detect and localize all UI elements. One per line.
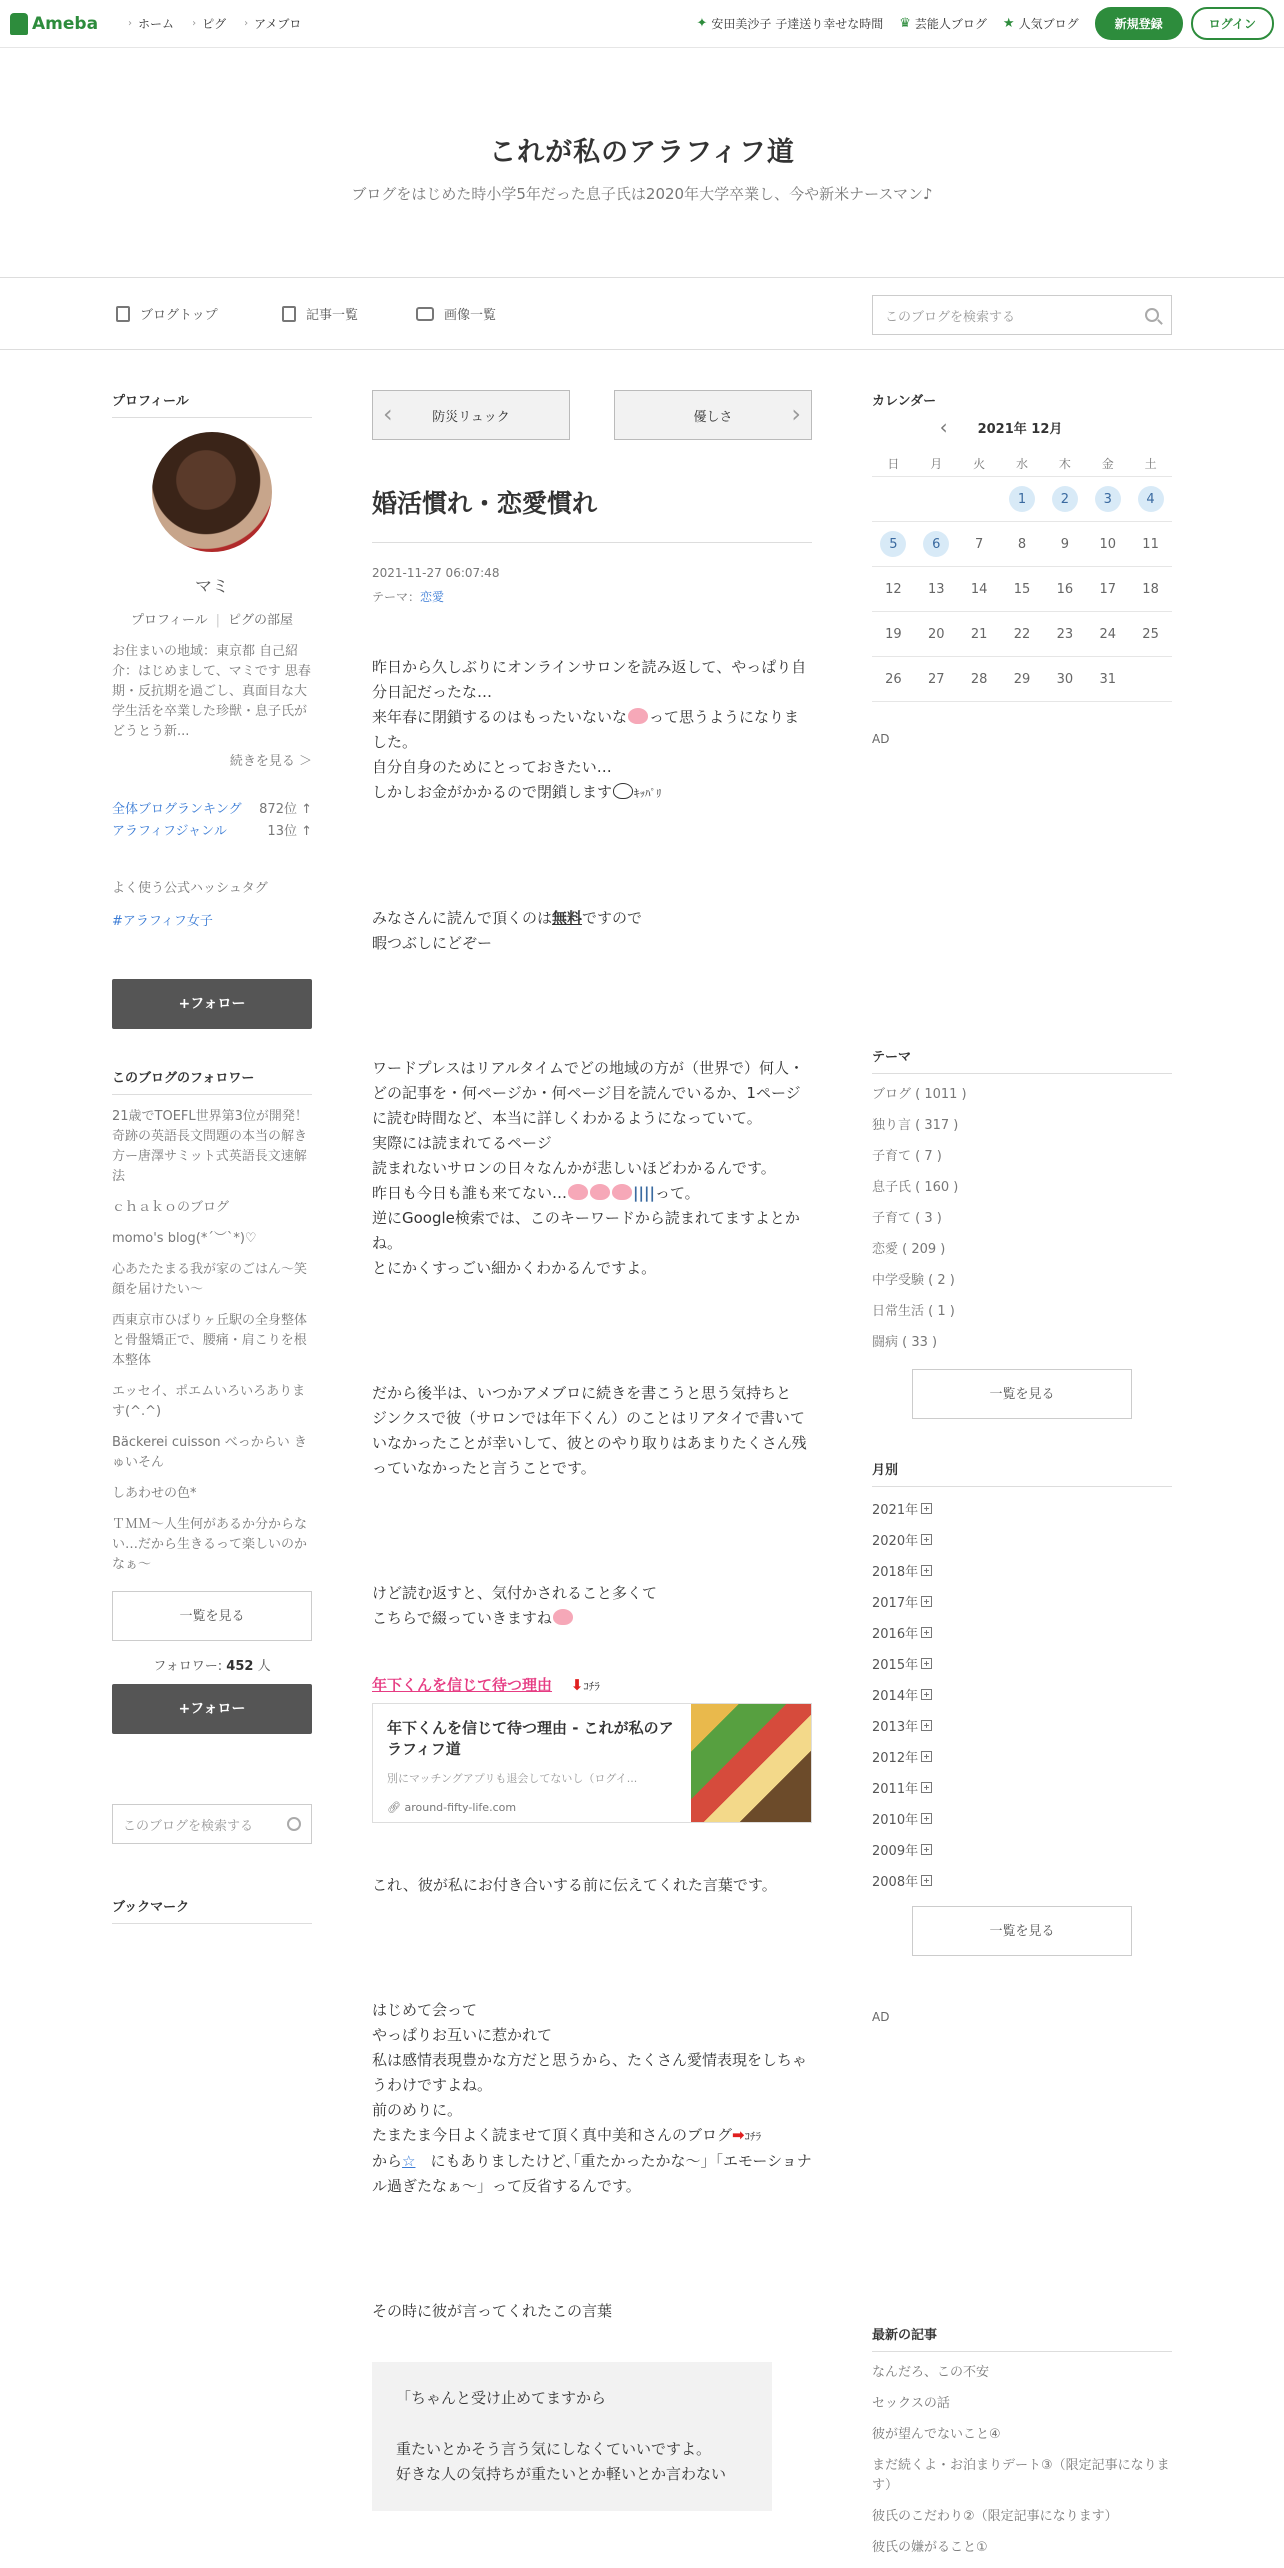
nav-image-list[interactable]: 画像一覧	[416, 304, 496, 323]
blog-description: ブログをはじめた時小学5年だった息子氏は2020年大学卒業し、今や新米ナースマン♪	[351, 185, 933, 203]
sidebar-search-input[interactable]: このブログを検索する	[112, 1804, 312, 1844]
ad-label: AD	[872, 732, 890, 746]
calendar-day: 9	[1043, 522, 1086, 567]
paragraph: だから後半は、いつかアメブロに続きを書こうと思う気持ちと ジンクスで彼（サロンでは年下くん）のことはリアタイで書いていなかったことが幸いして、彼とのやり取りはあまりたくさん残っていなかったと言うことです。	[372, 1384, 807, 1477]
recent-article-item[interactable]: 彼が望んでないこと④	[872, 2427, 1001, 2442]
month-item[interactable]: 2020年	[872, 1529, 1172, 1549]
calendar-empty-cell	[1129, 657, 1172, 702]
paragraph: みなさんに読んで頂くのは無料ですので 暇つぶしにどぞー	[372, 909, 643, 952]
recent-article-item[interactable]: 彼氏のこだわり②（限定記事になります）	[872, 2509, 1118, 2524]
profile-links	[112, 609, 312, 628]
follower-item[interactable]: momo's blog(*´︶`*)♡	[112, 1231, 257, 1246]
divider: |	[215, 613, 221, 628]
arrow-right-icon: ➡	[732, 2126, 745, 2144]
prev-article-button[interactable]: ‹ 防災リュック	[372, 390, 570, 440]
calendar-weekday: 月	[915, 451, 958, 477]
calendar-day: 8	[1001, 522, 1044, 567]
expand-plus-icon[interactable]	[921, 1534, 932, 1545]
chevron-left-icon: ‹	[383, 400, 393, 428]
calendar-day: 25	[1129, 612, 1172, 657]
follower-item[interactable]: 西東京市ひばりヶ丘駅の全身整体と骨盤矯正で、腰痛・肩こりを根本整体	[112, 1313, 308, 1368]
month-item[interactable]: 2011年	[872, 1777, 1172, 1797]
blog-title[interactable]: これが私のアラフィフ道	[489, 137, 795, 168]
calendar-day: 26	[872, 657, 915, 702]
themes-list-button[interactable]: 一覧を見る	[912, 1369, 1132, 1419]
recent-article-item[interactable]: 彼氏の嫌がること①	[872, 2540, 988, 2555]
calendar-day: 31	[1086, 657, 1129, 702]
inline-star-link[interactable]: ☆	[402, 2152, 416, 2170]
follower-item[interactable]: エッセイ、ポエムいろいろあります(^.^)	[112, 1384, 306, 1419]
celebrity-blog-link[interactable]: ♛ 芸能人ブログ	[899, 16, 987, 31]
theme-item[interactable]: 日常生活 ( 1 )	[872, 1304, 955, 1319]
calendar-heading: カレンダー	[872, 394, 937, 409]
profile-link[interactable]: プロフィール	[130, 613, 208, 628]
expand-plus-icon[interactable]	[921, 1875, 932, 1886]
follower-item[interactable]: Bäckerei cuisson べっからい きゅいそん	[112, 1435, 307, 1470]
calendar-day: 15	[1001, 567, 1044, 612]
expand-plus-icon[interactable]	[921, 1813, 932, 1824]
monthly-list-button[interactable]: 一覧を見る	[912, 1906, 1132, 1956]
monthly-list	[872, 1498, 1172, 1890]
month-item[interactable]: 2014年	[872, 1684, 1172, 1704]
recent-heading: 最新の記事	[872, 2324, 1172, 2352]
follower-item[interactable]: ｃｈａｋｏのブログ	[112, 1200, 230, 1215]
calendar-day: 18	[1129, 567, 1172, 612]
expand-plus-icon[interactable]	[921, 1627, 932, 1638]
monthly-heading: 月別	[872, 1459, 1172, 1487]
calendar-day: 17	[1086, 567, 1129, 612]
paragraph: ワードプレスはリアルタイムでどの地域の方が（世界で）何人・どの記事を・何ページか・何ページ目を読んでいるか、1ページに読む時間など、本当に詳しくわかるようになっていて。 実際には読まれてるページ 読まれないサロンの日々なんかが悲しいほどわかるんです。 昨日も今日も誰も来てない… ||||って。 逆にGoogle検索では、このキーワードから読まれてますよとかね。 とにかくすっごい細かくわかるんですよ。	[372, 1059, 805, 1277]
expand-plus-icon[interactable]	[921, 1720, 932, 1731]
profile-heading: プロフィール	[112, 390, 312, 418]
calendar-day[interactable]: 2	[1043, 477, 1086, 522]
genre-ranking-link[interactable]: アラフィフジャンル	[112, 824, 227, 839]
month-item[interactable]: 2013年	[872, 1715, 1172, 1735]
hashtag-heading: よく使う公式ハッシュタグ	[112, 881, 268, 896]
calendar-day: 14	[958, 567, 1001, 612]
theme-item[interactable]: 独り言 ( 317 )	[872, 1118, 959, 1133]
ameba-logo-icon	[10, 13, 28, 35]
theme-item[interactable]: ブログ ( 1011 )	[872, 1087, 967, 1102]
follow-button-2[interactable]: +フォロー	[112, 1684, 312, 1734]
article-date: 2021-11-27 06:07:48	[372, 566, 500, 580]
global-header	[0, 0, 1284, 48]
profile-text: お住まいの地域：東京都 自己紹介：はじめまして、マミです 思春期・反抗期を過ごし、真面目な大学生活を卒業した珍獣・息子氏がどうとう新...	[112, 644, 311, 739]
star-icon: ★	[1002, 16, 1015, 31]
month-item[interactable]: 2021年	[872, 1498, 1172, 1518]
followers-list	[112, 1107, 312, 1575]
calendar-day[interactable]: 4	[1129, 477, 1172, 522]
calendar-day: 24	[1086, 612, 1129, 657]
themes-heading: テーマ	[872, 1046, 1172, 1074]
crumb-pigg[interactable]: › ピグ	[192, 17, 227, 31]
calendar-day: 23	[1043, 612, 1086, 657]
theme-item[interactable]: 中学受験 ( 2 )	[872, 1273, 955, 1288]
link-card[interactable]	[372, 1703, 812, 1823]
genre-ranking-value: 13位 ↑	[267, 824, 312, 839]
theme-item[interactable]: 子育て ( 7 )	[872, 1149, 942, 1164]
crumb-home[interactable]: › ホーム	[128, 17, 175, 31]
recent-article-item[interactable]: セックスの話	[872, 2396, 950, 2411]
expand-plus-icon[interactable]	[921, 1751, 932, 1762]
register-button[interactable]: 新規登録	[1095, 7, 1183, 40]
gloom-lines-icon: ||||	[633, 1184, 655, 1202]
expand-plus-icon[interactable]	[921, 1782, 932, 1793]
theme-item[interactable]: 子育て ( 3 )	[872, 1211, 942, 1226]
calendar-day: 10	[1086, 522, 1129, 567]
copy-icon	[282, 306, 296, 322]
recent-list	[872, 2363, 1172, 2558]
month-item[interactable]: 2017年	[872, 1591, 1172, 1611]
popular-blog-link[interactable]: ★ 人気ブログ	[1002, 16, 1079, 31]
follow-button[interactable]: +フォロー	[112, 979, 312, 1029]
pig-emoji-icon	[628, 708, 648, 724]
link-card-thumbnail	[691, 1704, 811, 1822]
month-item[interactable]: 2012年	[872, 1746, 1172, 1766]
follower-item[interactable]: しあわせの色*	[112, 1486, 197, 1501]
profile-name[interactable]: マミ	[195, 577, 229, 597]
ad-label: AD	[872, 2010, 890, 2024]
related-article-link[interactable]: 年下くんを信じて待つ理由	[372, 1676, 553, 1694]
overall-ranking-link[interactable]: 全体ブログランキング	[112, 802, 242, 817]
calendar-weekday: 日	[872, 451, 915, 477]
follower-item[interactable]: 21歳でTOEFL世界第3位が開発！奇跡の英語長文問題の本当の解き方ー唐澤サミット式英語長文速解法	[112, 1109, 308, 1184]
calendar-day: 16	[1043, 567, 1086, 612]
expand-plus-icon[interactable]	[921, 1844, 932, 1855]
calendar-weekday: 土	[1129, 451, 1172, 477]
ameba-logo[interactable]: Ameba	[10, 13, 98, 35]
blog-search-input[interactable]: このブログを検索する	[872, 295, 1172, 335]
month-item[interactable]: 2010年	[872, 1808, 1172, 1828]
follower-count: フォロワー: 452 人	[153, 1659, 271, 1674]
chevron-right-icon: ›	[244, 18, 249, 29]
theme-link[interactable]: 恋愛	[420, 590, 445, 604]
paragraph: 昨日から久しぶりにオンラインサロンを読み返して、やっぱり自分日記だったな… 来年春に閉鎖するのはもったいないな って思うようになりました。 自分自身のためにとっておきたい… しかしお金がかかるので閉鎖します ｷｯﾊﾟﾘ	[372, 658, 807, 801]
month-item[interactable]: 2008年	[872, 1870, 1172, 1890]
chevron-right-icon: ›	[192, 18, 197, 29]
calendar-header	[872, 415, 1172, 439]
camera-icon	[416, 307, 434, 321]
pig-emoji-icon	[553, 1609, 573, 1625]
right-sidebar	[872, 390, 1172, 2558]
calendar-day: 21	[958, 612, 1001, 657]
bookmark-heading: ブックマーク	[112, 1896, 312, 1924]
calendar-day: 12	[872, 567, 915, 612]
featured-link[interactable]: ✦ 安田美沙子 子達送り幸せな時間	[696, 16, 884, 31]
login-button[interactable]: ログイン	[1191, 7, 1274, 40]
link-card-domain: 🔗︎ around-fifty-life.com	[387, 1801, 517, 1814]
expand-plus-icon[interactable]	[921, 1565, 932, 1576]
pig-emoji-icon	[568, 1184, 588, 1200]
month-item[interactable]: 2009年	[872, 1839, 1172, 1859]
calendar-empty-cell	[915, 477, 958, 522]
expand-plus-icon[interactable]	[921, 1658, 932, 1669]
hashtag-link[interactable]: #アラフィフ女子	[112, 914, 213, 929]
nav-entry-list[interactable]: 記事一覧	[282, 304, 358, 323]
theme-item[interactable]: 恋愛 ( 209 )	[872, 1242, 946, 1257]
document-icon	[116, 306, 130, 322]
calendar-day: 27	[915, 657, 958, 702]
article	[372, 390, 812, 2511]
calendar-day[interactable]: 6	[915, 522, 958, 567]
calendar-day: 29	[1001, 657, 1044, 702]
calendar-day: 11	[1129, 522, 1172, 567]
paragraph: けど読む返すと、気付かされること多くて こちらで綴っていきますね	[372, 1584, 658, 1627]
pigg-room-link[interactable]: ピグの部屋	[228, 613, 294, 628]
followers-list-button[interactable]: 一覧を見る	[112, 1591, 312, 1641]
theme-item[interactable]: 闘病 ( 33 )	[872, 1335, 938, 1350]
blog-header	[0, 48, 1284, 278]
calendar-weekday: 水	[1001, 451, 1044, 477]
follower-item[interactable]: 心あたたまる我が家のごはん〜笑顔を届けたい〜	[112, 1262, 308, 1297]
arrow-down-icon: ⬇	[570, 1676, 584, 1694]
article-meta: 2021-11-27 06:07:48 テーマ：恋愛	[372, 561, 812, 609]
pig-emoji-icon	[612, 1184, 632, 1200]
calendar-day: 13	[915, 567, 958, 612]
face-emoji-icon	[613, 783, 633, 799]
pig-emoji-icon	[590, 1184, 610, 1200]
expand-plus-icon[interactable]	[921, 1596, 932, 1607]
calendar-day: 30	[1043, 657, 1086, 702]
calendar-empty-cell	[872, 477, 915, 522]
calendar-weekday: 木	[1043, 451, 1086, 477]
link-icon: 🔗︎	[387, 1801, 405, 1814]
recent-article-item[interactable]: なんだろ、この不安	[872, 2365, 990, 2380]
chevron-left-icon[interactable]: ‹	[939, 415, 948, 439]
chevron-right-icon: ›	[791, 400, 801, 428]
crown-icon: ♛	[899, 16, 911, 31]
overall-ranking-value: 872位 ↑	[259, 802, 312, 817]
expand-plus-icon[interactable]	[921, 1503, 932, 1514]
search-icon[interactable]	[1145, 308, 1159, 322]
month-item[interactable]: 2015年	[872, 1653, 1172, 1673]
quote-block: 「ちゃんと受け止めてますから 重たいとかそう言う気にしなくていいですよ。 好きな人の気持ちが重たいとか軽いとか言わない	[372, 2362, 772, 2511]
left-sidebar	[112, 390, 312, 1924]
article-title: 婚活慣れ・恋愛慣れ	[372, 484, 812, 543]
article-body	[372, 655, 812, 2511]
followers-heading: このブログのフォロワー	[112, 1067, 312, 1095]
avatar[interactable]	[152, 432, 272, 552]
paragraph: はじめて会って やっぱりお互いに惹かれて 私は感情表現豊かな方だと思うから、たくさん愛情表現をしちゃうわけですよね。 前のめりに。 たまたま今日よく読ませて頂く真中美和さんのブログ➡ｺﾁﾗ から☆ にもありましたけど､｢重たかったかな〜｣「エモーショナル過ぎたなぁ〜」って反省するんです。	[372, 2001, 812, 2195]
themes-list	[872, 1085, 1172, 1353]
article-pager	[372, 390, 812, 440]
search-icon[interactable]	[287, 1817, 301, 1831]
calendar-day: 22	[1001, 612, 1044, 657]
theme-item[interactable]: 息子氏 ( 160 )	[872, 1180, 959, 1195]
ranking	[112, 799, 312, 843]
calendar-day: 28	[958, 657, 1001, 702]
sparkle-icon: ✦	[696, 16, 708, 31]
calendar-day[interactable]: 5	[872, 522, 915, 567]
calendar-weekday: 火	[958, 451, 1001, 477]
calendar-day[interactable]: 1	[1001, 477, 1044, 522]
blog-nav	[0, 278, 1284, 350]
link-card-title: 年下くんを信じて待つ理由 - これが私のアラフィフ道	[387, 1719, 674, 1758]
paragraph: その時に彼が言ってくれたこの言葉	[372, 2302, 613, 2320]
chevron-right-icon: ›	[128, 18, 133, 29]
calendar-day: 19	[872, 612, 915, 657]
calendar-day[interactable]: 3	[1086, 477, 1129, 522]
recent-article-item[interactable]: まだ続くよ・お泊まりデート③（限定記事になります）	[872, 2458, 1170, 2493]
calendar-day: 20	[915, 612, 958, 657]
calendar-empty-cell	[958, 477, 1001, 522]
month-item[interactable]: 2018年	[872, 1560, 1172, 1580]
expand-plus-icon[interactable]	[921, 1689, 932, 1700]
follower-item[interactable]: ＴＭＭ～人生何があるか分からない…だから生きるって楽しいのかなぁ～	[112, 1517, 308, 1572]
link-card-summary: 別にマッチングアプリも退会してないし（ログイ...	[387, 1772, 638, 1785]
nav-blog-top[interactable]: ブログトップ	[116, 304, 218, 323]
calendar-grid	[872, 451, 1172, 702]
month-item[interactable]: 2016年	[872, 1622, 1172, 1642]
paragraph: 年下くんを信じて待つ理由 ⬇ｺﾁﾗ	[372, 1676, 600, 1694]
calendar-day: 7	[958, 522, 1001, 567]
paragraph: これ、彼が私にお付き合いする前に伝えてくれた言葉です。	[372, 1876, 777, 1894]
crumb-ameblo[interactable]: › アメブロ	[244, 17, 302, 31]
next-article-button[interactable]: 優しさ ›	[614, 390, 812, 440]
calendar-month: 2021年 12月	[977, 421, 1063, 437]
calendar-weekday: 金	[1086, 451, 1129, 477]
read-more-link[interactable]: 続きを見る ＞	[229, 754, 312, 769]
